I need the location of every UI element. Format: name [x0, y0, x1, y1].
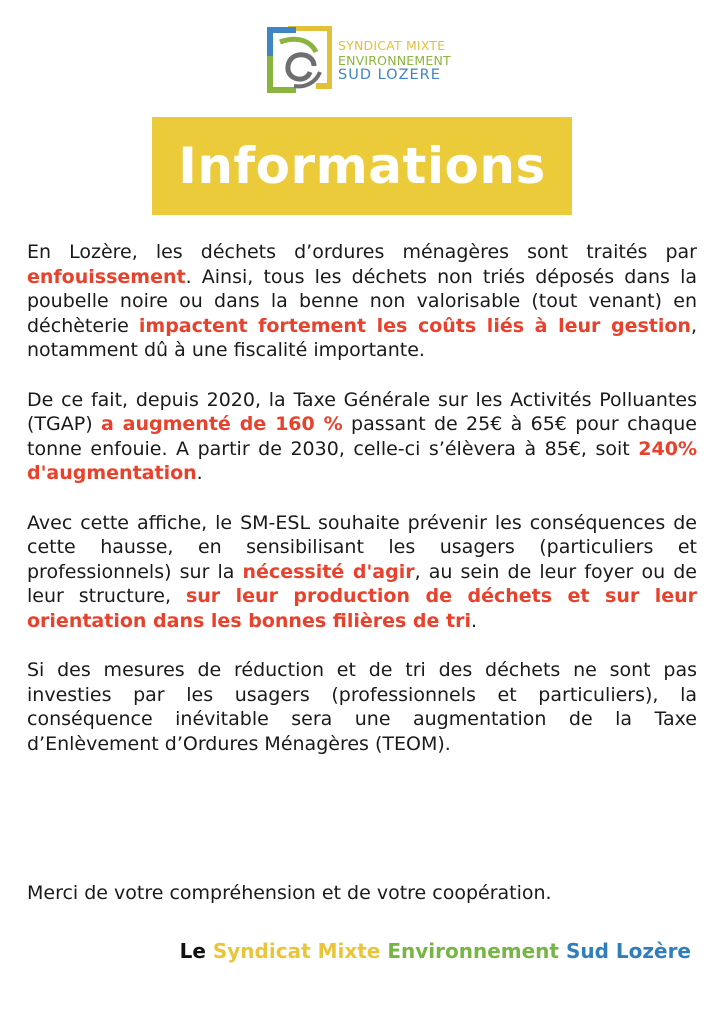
- title-banner: [152, 117, 572, 215]
- thanks-line: Merci de votre compréhension et de votre coopération.: [27, 882, 552, 904]
- highlight-text: a augmenté de 160 %: [100, 413, 343, 436]
- signature-syndicat: Syndicat Mixte: [212, 939, 381, 963]
- highlight-text: sur leur production de déchets et sur leur orientation dans les bonnes filières de tri: [27, 585, 698, 632]
- logo-line-3: SUD LOZERE: [338, 66, 441, 83]
- page-title: Informations: [178, 137, 546, 195]
- highlight-text: enfouissement: [27, 265, 186, 288]
- signature: [180, 938, 691, 964]
- text-span: , au sein de leur foyer ou de leur structure,: [27, 560, 697, 608]
- text-span: . Ainsi, tous les déchets non triés déposés dans la poubelle noire ou dans la benne non valorisable (tout venant) en déchèterie: [27, 265, 697, 337]
- text-span: De ce fait, depuis 2020, la Taxe Générale sur les Activités Polluantes (TGAP): [27, 388, 697, 436]
- paragraph-awareness: [27, 511, 697, 634]
- logo-line-2: ENVIRONNEMENT: [338, 52, 451, 68]
- body-text: [27, 240, 697, 781]
- highlight-text: 240% d'augmentation: [27, 437, 697, 485]
- highlight-text: impactent fortement les coûts liés à leur gestion: [138, 314, 691, 337]
- text-span: .: [196, 462, 203, 485]
- signature-environnement: Environnement: [387, 939, 559, 963]
- logo-mark-icon: [266, 26, 332, 94]
- paragraph-tgap: [27, 388, 697, 486]
- paragraph-teom: [27, 658, 697, 756]
- signature-le: Le: [179, 939, 206, 963]
- highlight-text: nécessité d'agir: [242, 560, 415, 583]
- organization-logo: [266, 24, 466, 96]
- text-span: , notamment dû à une fiscalité importante.: [27, 314, 698, 362]
- text-span: .: [471, 609, 478, 632]
- logo-line-1: SYNDICAT MIXTE: [338, 37, 446, 53]
- text-span: En Lozère, les déchets d’ordures ménagères sont traités par: [27, 241, 697, 263]
- text-span: Si des mesures de réduction et de tri des déchets ne sont pas investies par les usagers (professionnels et particuliers), la conséquence inévitable sera une augmentation de la Taxe d’Enlèvement d’Ordures Ménagères (TEOM).: [27, 659, 697, 755]
- text-span: Avec cette affiche, le SM-ESL souhaite prévenir les conséquences de cette hausse, en sensibilisant les usagers (particuliers et professionnels) sur la: [27, 511, 697, 583]
- text-span: passant de 25€ à 65€ pour chaque tonne enfouie. A partir de 2030, celle-ci s’élèvera à 85€, soit: [27, 413, 697, 460]
- logo-text: [338, 38, 451, 83]
- paragraph-landfill: [27, 240, 697, 363]
- signature-sud-lozere: Sud Lozère: [565, 939, 691, 963]
